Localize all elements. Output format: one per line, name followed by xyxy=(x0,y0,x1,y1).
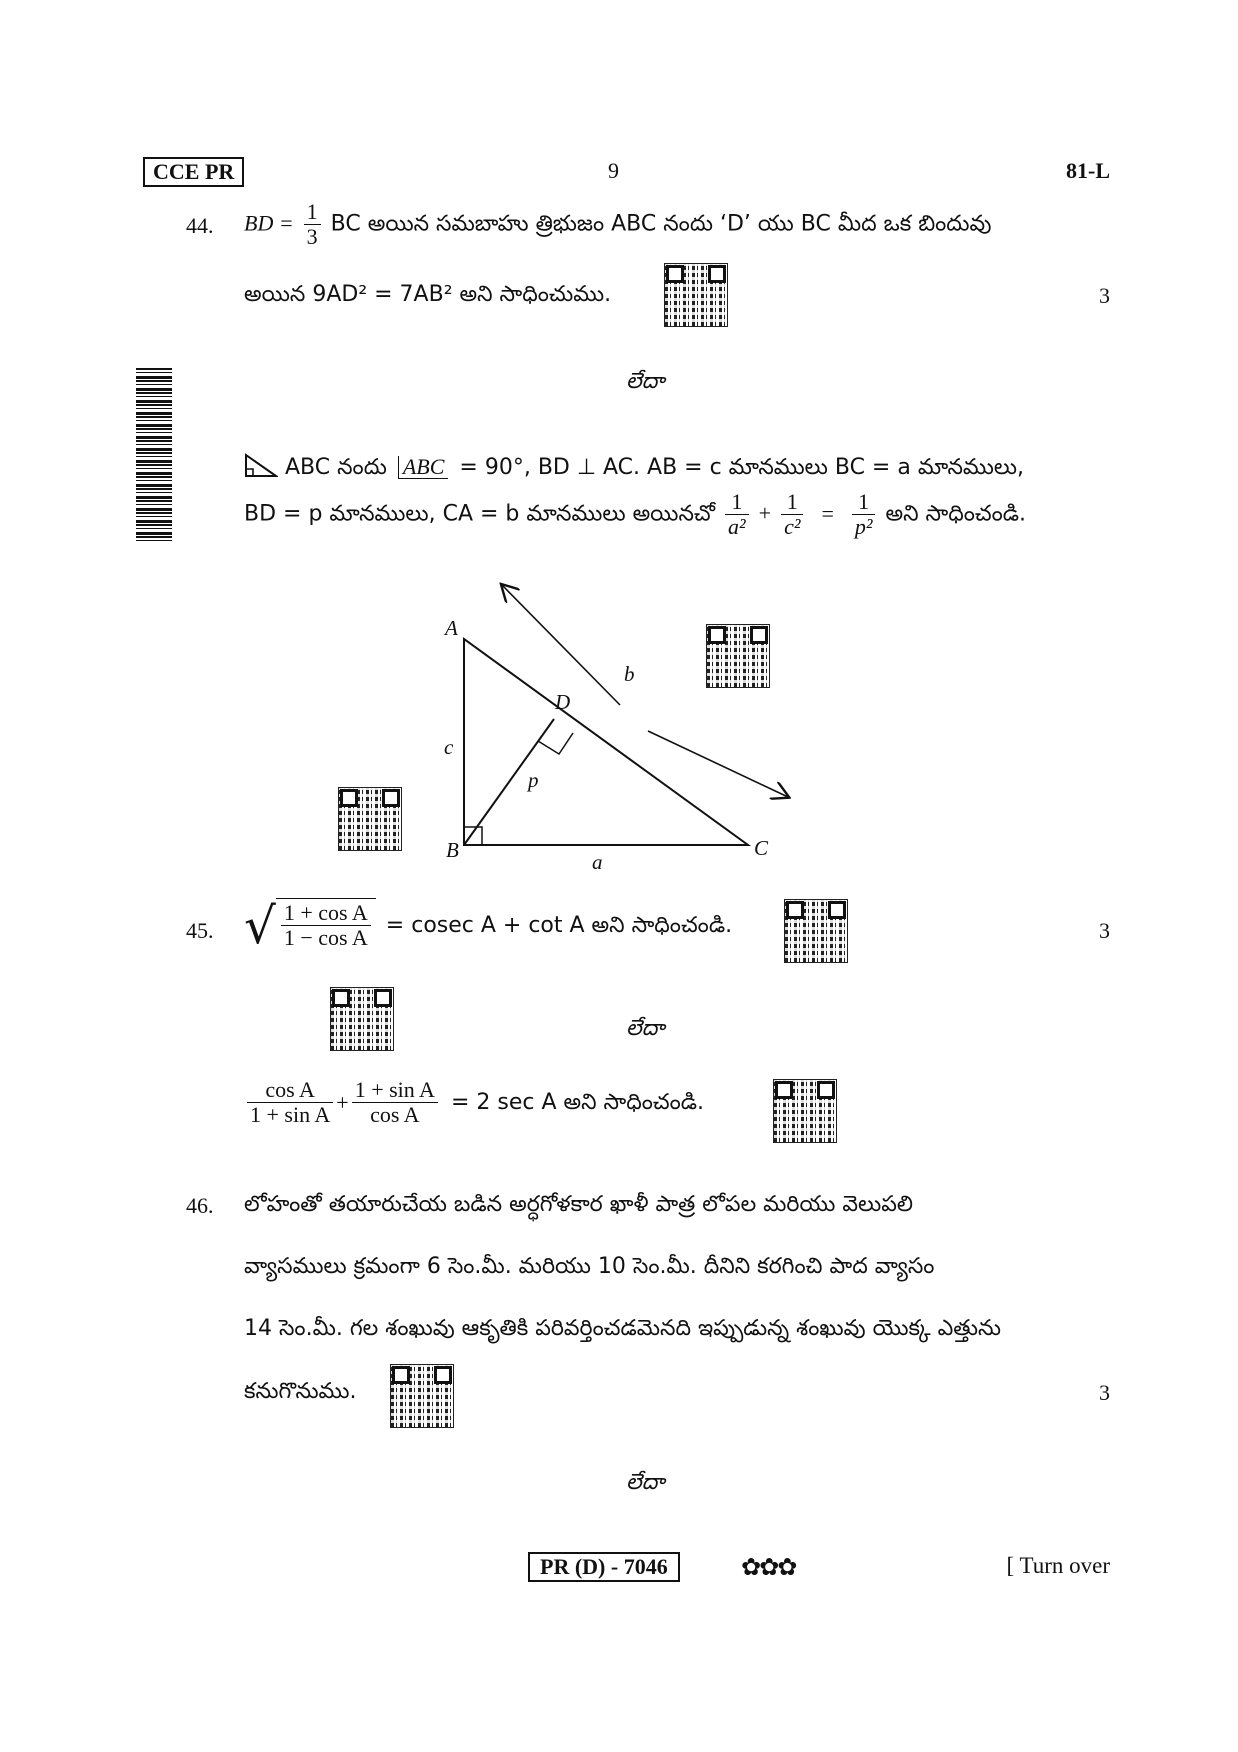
q44-number: 44. xyxy=(186,213,214,238)
label-a-vertex: A xyxy=(445,616,458,640)
q45-marks: 3 xyxy=(1099,918,1110,943)
q45-statement xyxy=(244,898,732,954)
frac-den: c² xyxy=(784,514,801,539)
footer-code: PR (D) - 7046 xyxy=(528,1552,680,1582)
fraction-1-a2 xyxy=(725,490,749,539)
plus-sign: + xyxy=(336,1089,349,1115)
q45-alt-statement xyxy=(244,1078,704,1127)
q46-marks: 3 xyxy=(1099,1380,1110,1405)
q45-fraction xyxy=(281,901,371,950)
q44-alt-post: = 90°, BD ⊥ AC. AB = c మానములు BC = a మానములు, xyxy=(459,455,1025,480)
fraction-1-p2 xyxy=(852,490,876,539)
frac-den: p² xyxy=(854,514,873,539)
label-b-vertex: B xyxy=(446,838,459,862)
turn-over: [ Turn over xyxy=(1006,1553,1110,1578)
label-side-c: c xyxy=(444,735,454,759)
q46-line2: వ్యాసములు క్రమంగా 6 సెం.మీ. మరియు 10 సెం.మీ. దీనిని కరగించి పాద వ్యాసం xyxy=(244,1254,935,1279)
q46-line4: కనుగొనుము. xyxy=(244,1379,357,1404)
q44-marks: 3 xyxy=(1099,283,1110,308)
frac-num: 1 xyxy=(852,490,876,515)
q44-alt-pre: ABC నందు xyxy=(285,455,387,480)
fraction-cosA xyxy=(247,1078,333,1127)
right-angle-d xyxy=(538,733,573,754)
sqrt-sign: √ xyxy=(244,897,276,955)
q44-fraction xyxy=(304,200,321,249)
frac-num: 1 + sin A xyxy=(352,1078,438,1103)
q44-alt-line2 xyxy=(244,490,1124,539)
triangle-figure xyxy=(400,575,820,875)
q45-alt-rhs: = 2 sec A అని సాధించండి. xyxy=(450,1089,705,1115)
q46-number: 46. xyxy=(186,1193,214,1218)
frac-num: 1 xyxy=(725,490,749,515)
barcode xyxy=(136,368,172,544)
label-d-vertex: D xyxy=(555,690,571,714)
plus-sign: + xyxy=(758,500,772,526)
q44-line1-b: BC అయిన సమబాహు త్రిభుజం ABC నందు ‘D’ యు BC మీద ఒక బిందువు xyxy=(330,211,992,237)
q44-frac-num: 1 xyxy=(304,200,321,225)
q44-or: లేదా xyxy=(626,369,665,394)
q44-frac-den: 3 xyxy=(306,224,318,249)
qr-code xyxy=(664,263,728,327)
frac-num: 1 xyxy=(781,490,803,515)
label-c-vertex: C xyxy=(754,836,769,860)
frac-num: 1 + cos A xyxy=(281,901,371,926)
q45-number: 45. xyxy=(186,918,214,943)
q44-line1 xyxy=(244,200,1110,249)
qr-code xyxy=(706,624,770,688)
page-number: 9 xyxy=(608,158,619,183)
equals-sign: = xyxy=(821,500,834,526)
label-side-p: p xyxy=(528,768,539,792)
qr-code xyxy=(390,1364,454,1428)
angle-abc: ABC xyxy=(398,456,449,479)
paper-code: 81-L xyxy=(1066,158,1110,183)
q46-or: లేదా xyxy=(626,1470,665,1495)
q45-rhs: = cosec A + cot A అని సాధించండి. xyxy=(385,913,733,938)
altitude-bd xyxy=(464,719,554,845)
qr-code xyxy=(338,787,402,851)
q44-alt2-post: అని సాధించండి. xyxy=(885,501,1027,527)
q44-line1-a: BD = xyxy=(244,210,294,236)
q45-or: లేదా xyxy=(626,1016,665,1041)
sqrt-body xyxy=(276,898,376,954)
q44-alt-line1 xyxy=(244,452,1114,483)
footer-symbols: ✿✿✿ xyxy=(741,1553,796,1581)
q44-line2: అయిన 9AD² = 7AB² అని సాధించుము. xyxy=(244,282,612,307)
label-side-a: a xyxy=(592,850,603,874)
q46-line3: 14 సెం.మీ. గల శంఖువు ఆకృతికి పరివర్తించడమెనది ఇప్పుడున్న శంఖువు యొక్క ఎత్తును xyxy=(244,1316,1002,1341)
frac-den: 1 + sin A xyxy=(250,1102,331,1127)
header-code: CCE PR xyxy=(143,157,244,187)
qr-code xyxy=(773,1079,837,1143)
label-side-b: b xyxy=(624,662,635,686)
frac-den: cos A xyxy=(370,1102,420,1127)
frac-num: cos A xyxy=(247,1078,333,1103)
triangle-icon xyxy=(244,452,278,478)
frac-den: a² xyxy=(728,514,746,539)
fraction-1-c2 xyxy=(781,490,803,539)
arrow-b-left xyxy=(502,585,620,705)
fraction-sinA xyxy=(352,1078,438,1127)
qr-code xyxy=(330,987,394,1051)
frac-den: 1 − cos A xyxy=(283,925,368,950)
q44-alt2-pre: BD = p మానములు, CA = b మానములు అయినచో xyxy=(244,501,716,527)
qr-code xyxy=(784,899,848,963)
square-root xyxy=(244,898,376,954)
q46-line1: లోహంతో తయారుచేయ బడిన అర్ధగోళకార ఖాళీ పాత్ర లోపల మరియు వెలుపలి xyxy=(244,1192,913,1217)
